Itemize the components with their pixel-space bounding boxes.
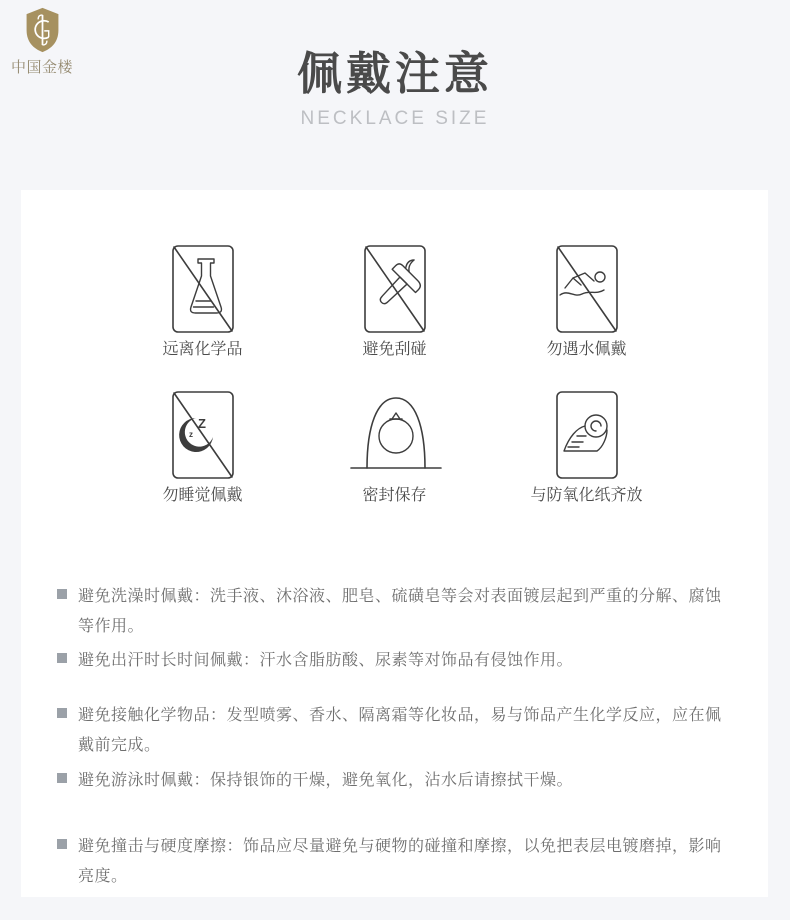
section-header (0, 49, 790, 130)
svg-text:Z: Z (197, 416, 206, 431)
care-item-no-sleep (107, 390, 299, 506)
care-notes-list (57, 582, 757, 892)
care-icon-row-1 (21, 190, 768, 360)
care-note-item (57, 832, 757, 892)
care-note-text: 避免出汗时长时间佩戴：汗水含脂肪酸、尿素等对饰品有侵蚀作用。 (78, 652, 574, 669)
care-item-label: 勿睡觉佩戴 (162, 487, 243, 504)
no-chemicals-icon (153, 244, 253, 336)
care-item-no-scratch (299, 244, 491, 360)
antioxidation-paper-icon (537, 390, 637, 482)
brand-name: 中国金楼 (10, 59, 73, 76)
care-item-antioxidation-paper (491, 390, 683, 506)
square-bullet-icon (57, 773, 67, 783)
svg-text:z: z (188, 430, 193, 439)
care-item-label: 勿遇水佩戴 (546, 341, 627, 358)
care-item-no-water (491, 244, 683, 360)
square-bullet-icon (57, 839, 67, 849)
care-item-label: 密封保存 (362, 487, 427, 504)
sealed-ring-icon (345, 390, 445, 482)
square-bullet-icon (57, 708, 67, 718)
care-note-text: 避免接触化学物品：发型喷雾、香水、隔离霜等化妆品，易与饰品产生化学反应，应在佩戴前完成。 (78, 707, 722, 754)
square-bullet-icon (57, 653, 67, 663)
care-note-text: 避免撞击与硬度摩擦：饰品应尽量避免与硬物的碰撞和摩擦，以免把表层电镀磨掉，影响亮度。 (78, 838, 722, 885)
care-note-item (57, 766, 757, 796)
care-item-label: 与防氧化纸齐放 (530, 487, 643, 504)
section-title: 佩戴注意 (296, 48, 493, 99)
no-sleep-icon (153, 390, 253, 482)
section-subtitle: NECKLACE SIZE (300, 107, 490, 129)
square-bullet-icon (57, 589, 67, 599)
no-scratch-icon (345, 244, 445, 336)
care-note-item (57, 646, 757, 676)
care-item-label: 远离化学品 (162, 341, 243, 358)
shield-monogram-icon (24, 7, 61, 53)
care-item-label: 避免刮碰 (362, 341, 427, 358)
care-item-sealed-storage (299, 390, 491, 506)
care-note-text: 避免游泳时佩戴：保持银饰的干燥，避免氧化，沾水后请擦拭干燥。 (78, 772, 574, 789)
care-note-text: 避免洗澡时佩戴：洗手液、沐浴液、肥皂、硫磺皂等会对表面镀层起到严重的分解、腐蚀等作用。 (78, 588, 722, 635)
care-card (21, 190, 768, 897)
care-note-item (57, 582, 757, 642)
care-icon-row-2 (21, 390, 768, 506)
care-item-no-chemicals (107, 244, 299, 360)
care-note-item (57, 701, 757, 761)
no-swimming-icon (537, 244, 637, 336)
